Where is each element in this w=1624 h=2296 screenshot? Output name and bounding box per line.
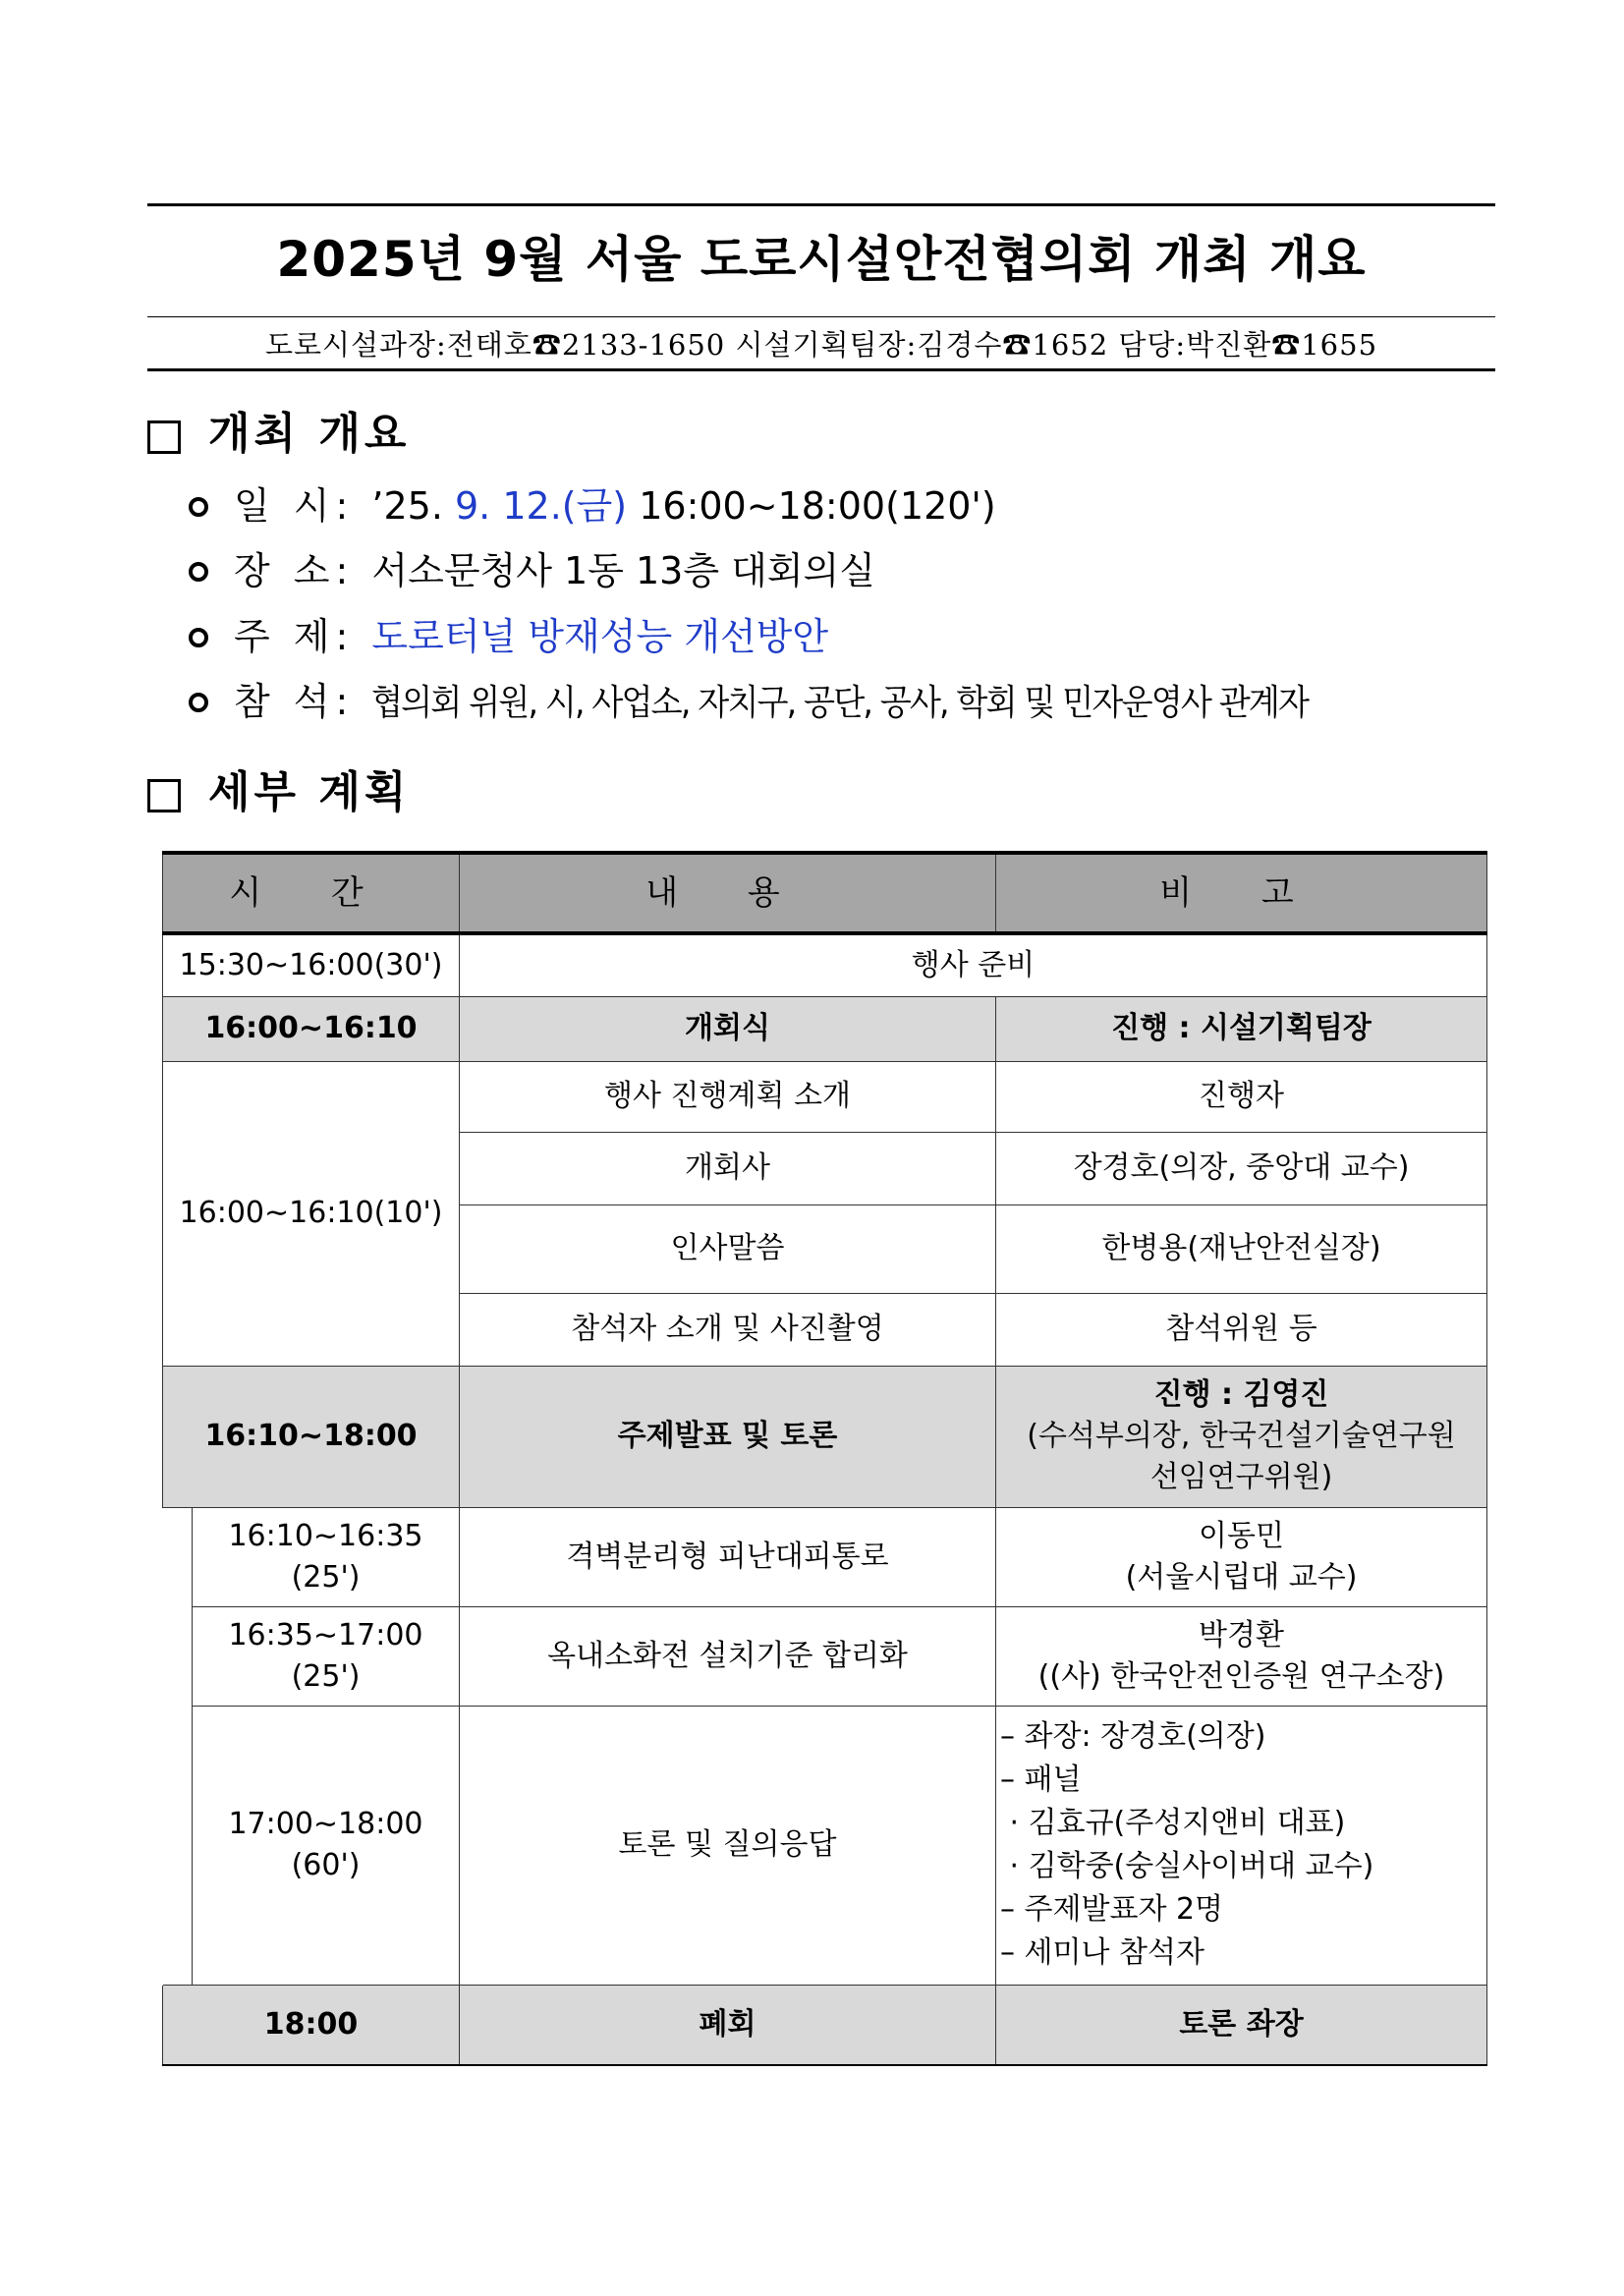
row-content: 인사말씀: [460, 1204, 996, 1293]
checkbox-square-icon: [147, 779, 181, 812]
talk-time-range: 16:10∼16:35: [228, 1518, 423, 1553]
session-time: 16:10∼18:00: [163, 1366, 460, 1507]
talk-time: [193, 1507, 460, 1606]
item-label: 일 시:: [234, 484, 355, 528]
row-content: 개회사: [460, 1132, 996, 1204]
note-line: 진행 : 김영진: [1153, 1377, 1329, 1412]
item-prefix: ’25.: [371, 484, 455, 528]
note-line: – 패널: [1000, 1763, 1082, 1797]
talk-content: 격벽분리형 피난대피통로: [460, 1507, 996, 1606]
closing-time: 18:00: [163, 1985, 460, 2065]
opening-note: 진행 : 시설기획팀장: [996, 996, 1487, 1061]
overview-item-attendees: [189, 674, 1389, 729]
session-note: [996, 1366, 1487, 1507]
indent-cell: [163, 1507, 193, 1985]
note-line: · 김학중(숭실사이버대 교수): [1000, 1849, 1374, 1883]
closing-note: 토론 좌장: [996, 1985, 1487, 2065]
section-heading-text: 세부 계획: [208, 767, 411, 817]
section-heading-plan: [147, 763, 410, 822]
overview-item-datetime: [189, 478, 996, 533]
note-line: – 주제발표자 2명: [1000, 1892, 1224, 1927]
talk-note: [996, 1606, 1487, 1706]
table-row: [163, 1706, 1487, 1985]
circle-bullet-icon: [189, 693, 208, 712]
talk-time: [193, 1606, 460, 1706]
item-text: 협의회 위원, 시, 사업소, 자치구, 공단, 공사, 학회 및 민자운영사 관계자: [371, 683, 1309, 723]
closing-content: 폐회: [460, 1985, 996, 2065]
overview-item-topic: [189, 609, 828, 664]
title-top-rule: [147, 203, 1495, 206]
row-note: 한병용(재난안전실장): [996, 1204, 1487, 1293]
header-content: 내 용: [460, 853, 996, 933]
row-note: 진행자: [996, 1061, 1487, 1132]
opening-time: 16:00∼16:10: [163, 996, 460, 1061]
note-line: 박경환: [1199, 1617, 1284, 1652]
overview-item-place: [189, 543, 875, 598]
row-note: 장경호(의장, 중앙대 교수): [996, 1132, 1487, 1204]
section-heading-text: 개최 개요: [208, 409, 411, 459]
row-content: 행사 진행계획 소개: [460, 1061, 996, 1132]
item-label: 주 제:: [234, 615, 355, 658]
contact-bottom-rule: [147, 368, 1495, 371]
prep-content: 행사 준비: [460, 933, 1487, 996]
talk-note: [996, 1507, 1487, 1606]
discussion-content: 토론 및 질의응답: [460, 1706, 996, 1985]
discussion-time: [193, 1706, 460, 1985]
item-label: 장 소:: [234, 549, 355, 592]
note-line: – 좌장: 장경호(의장): [1000, 1719, 1266, 1754]
table-row: [163, 1061, 1487, 1132]
circle-bullet-icon: [189, 628, 208, 647]
table-row: [163, 1507, 1487, 1606]
header-note: 비 고: [996, 853, 1487, 933]
note-line: (수석부의장, 한국건설기술연구원: [1027, 1419, 1456, 1453]
note-line: 이동민: [1199, 1518, 1284, 1553]
talk-duration: (25'): [291, 1559, 361, 1595]
section-heading-overview: [147, 405, 410, 464]
item-suffix: 16:00~18:00(120'): [627, 484, 996, 528]
discussion-note: [996, 1706, 1487, 1985]
item-highlight: 9. 12.(금): [455, 484, 628, 528]
note-line: (서울시립대 교수): [1125, 1559, 1358, 1595]
page-title: 2025년 9월 서울 도로시설안전협의회 개최 개요: [276, 231, 1367, 288]
discussion-duration: (60'): [291, 1848, 361, 1882]
item-highlight: 도로터널 방재성능 개선방안: [371, 615, 829, 658]
checkbox-square-icon: [147, 420, 181, 454]
table-header-row: [163, 853, 1487, 933]
opening-content: 개회식: [460, 996, 996, 1061]
prep-time: 15:30~16:00(30'): [163, 933, 460, 996]
table-row: [163, 1366, 1487, 1507]
header-time: 시 간: [163, 853, 460, 933]
table-row: [163, 1985, 1487, 2065]
talk-time-range: 16:35∼17:00: [228, 1617, 423, 1652]
session-content: 주제발표 및 토론: [460, 1366, 996, 1507]
row-note: 참석위원 등: [996, 1293, 1487, 1366]
table-row: [163, 933, 1487, 996]
table-row: [163, 996, 1487, 1061]
item-label: 참 석:: [234, 680, 355, 723]
circle-bullet-icon: [189, 497, 208, 517]
note-line: ((사) 한국안전인증원 연구소장): [1037, 1658, 1445, 1694]
title-bottom-rule: [147, 316, 1495, 317]
note-line: 선임연구위원): [1149, 1460, 1333, 1494]
talk-duration: (25'): [291, 1658, 361, 1694]
note-line: · 김효규(주성지앤비 대표): [1000, 1806, 1346, 1840]
item-text: 서소문청사 1동 13층 대회의실: [371, 549, 875, 592]
opening-time-span: 16:00∼16:10(10'): [163, 1061, 460, 1366]
table-row: [163, 1606, 1487, 1706]
schedule-table: [162, 851, 1487, 2066]
note-line: – 세미나 참석자: [1000, 1935, 1204, 1970]
row-content: 참석자 소개 및 사진촬영: [460, 1293, 996, 1366]
talk-content: 옥내소화전 설치기준 합리화: [460, 1606, 996, 1706]
discussion-time-range: 17:00∼18:00: [228, 1807, 423, 1841]
circle-bullet-icon: [189, 562, 208, 582]
contact-line: 도로시설과장:전태호☎2133-1650 시설기획팀장:김경수☎1652 담당:박진환☎1655: [264, 328, 1378, 362]
